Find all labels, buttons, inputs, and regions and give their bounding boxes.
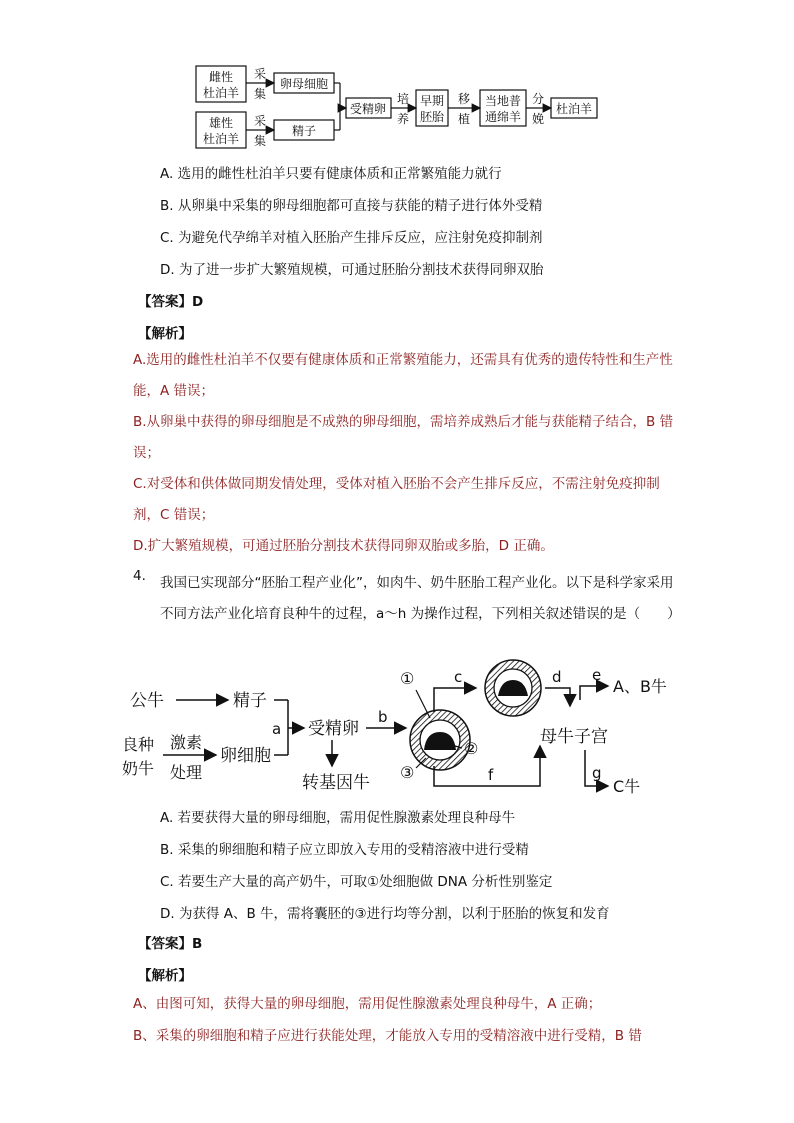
hormone-label-2: 处理: [170, 763, 203, 782]
step-c-label: c: [454, 668, 463, 686]
sperm-label: 精子: [233, 691, 267, 711]
q3-analysis-c: C.对受体和供体做同期发情处理，受体对植入胚胎不会产生排斥反应，不需注射免疫抑制剂，C 错误；: [133, 476, 660, 523]
bull-label: 公牛: [130, 691, 164, 711]
birth-label-2: 娩: [531, 112, 545, 126]
q3-analysis-label: 【解析】: [138, 326, 192, 342]
q4-analysis-a: A、由图可知，获得大量的卵母细胞，需用促性腺激素处理良种母牛，A 正确；: [133, 996, 602, 1012]
step-a-label: a: [272, 720, 282, 738]
q4-answer: [138, 932, 202, 952]
cow-label-1: 良种: [122, 735, 155, 754]
hormone-label-1: 激素: [170, 733, 203, 752]
uterus-label: 母牛子宫: [540, 727, 608, 747]
male-sheep-label-1: 雄性: [208, 116, 234, 130]
q4-option-c: C. 若要生产大量的高产奶牛，可取①处细胞做 DNA 分析性别鉴定: [160, 874, 553, 890]
step-b-label: b: [378, 708, 388, 726]
female-sheep-label-2: 杜泊羊: [202, 86, 240, 100]
collect-label-bottom-2: 集: [253, 134, 267, 148]
male-sheep-label-2: 杜泊羊: [202, 132, 240, 146]
q4-analysis-label: 【解析】: [138, 968, 192, 984]
step-f-label: f: [488, 766, 494, 784]
marker-2: ②: [464, 739, 479, 758]
q3-option-c: C. 为避免代孕绵羊对植入胚胎产生排斥反应，应注射免疫抑制剂: [160, 230, 543, 246]
ab-cattle-label: A、B牛: [613, 677, 667, 696]
sheep-embryo-flow-diagram: [190, 60, 610, 160]
female-sheep-label-1: 雌性: [208, 70, 234, 84]
collect-label-bottom-1: 采: [253, 114, 267, 128]
q3-answer: [138, 290, 203, 310]
q4-analysis-b: B、采集的卵细胞和精子应进行获能处理，才能放入专用的受精溶液中进行受精，B 错: [133, 1028, 642, 1044]
c-cattle-label: C牛: [613, 777, 641, 796]
culture-label-1: 培: [396, 92, 410, 106]
step-g-label: g: [592, 764, 602, 782]
q4-number: 4.: [133, 568, 146, 584]
cattle-embryo-diagram: [120, 658, 676, 798]
q3-analysis-b: B.从卵巢中获得的卵母细胞是不成熟的卵母细胞，需培养成熟后才能与获能精子结合，B 错误；: [133, 414, 674, 461]
q3-option-d: D. 为了进一步扩大繁殖规模，可通过胚胎分割技术获得同卵双胎: [160, 262, 544, 278]
q4-stem: 我国已实现部分“胚胎工程产业化”，如肉牛、奶牛胚胎工程产业化。以下是科学家采用不同方法产业化培育良种牛的过程，a～h 为操作过程，下列相关叙述错误的是（ ）: [160, 575, 681, 622]
marker-1: ①: [400, 669, 415, 688]
q3-option-a: A. 选用的雌性杜泊羊只要有健康体质和正常繁殖能力就行: [160, 166, 502, 182]
transfer-label-1: 移: [457, 92, 471, 106]
q4-answer-value: B: [192, 936, 203, 952]
cow-label-2: 奶牛: [122, 759, 155, 778]
zygote-box: 受精卵: [349, 102, 387, 116]
local-sheep-box-2: 通绵羊: [484, 110, 522, 124]
collect-label-top-2: 集: [253, 87, 267, 101]
collect-label-top-1: 采: [253, 67, 267, 81]
sperm-box: 精子: [291, 124, 317, 138]
q3-analysis-d: D.扩大繁殖规模，可通过胚胎分割技术获得同卵双胎或多胎，D 正确。: [133, 538, 554, 554]
q3-answer-label: 【答案】: [138, 294, 192, 310]
step-d-label: d: [552, 668, 562, 686]
oocyte-box: 卵母细胞: [279, 77, 329, 91]
culture-label-2: 养: [396, 112, 410, 126]
birth-label-1: 分: [531, 92, 545, 106]
early-embryo-box-1: 早期: [419, 94, 445, 108]
transgenic-label: 转基因牛: [302, 773, 370, 793]
marker-3: ③: [400, 763, 415, 782]
oocyte-label: 卵细胞: [220, 746, 271, 766]
q3-analysis: [133, 345, 678, 562]
q4-option-a: A. 若要获得大量的卵母细胞，需用促性腺激素处理良种母牛: [160, 810, 516, 826]
result-box: 杜泊羊: [555, 102, 593, 116]
early-embryo-box-2: 胚胎: [419, 110, 445, 124]
zygote-label: 受精卵: [308, 719, 359, 739]
q4-option-d: D. 为获得 A、B 牛，需将囊胚的③进行均等分割，以利于胚胎的恢复和发育: [160, 906, 610, 922]
local-sheep-box-1: 当地普: [484, 94, 522, 108]
step-e-label: e: [592, 666, 602, 684]
q4-analysis: [133, 988, 678, 1052]
q3-option-b: B. 从卵巢中采集的卵母细胞都可直接与获能的精子进行体外受精: [160, 198, 543, 214]
blastocyst-embryo: [410, 710, 470, 770]
q3-analysis-a: A.选用的雌性杜泊羊不仅要有健康体质和正常繁殖能力，还需具有优秀的遗传特性和生产性能，A 错误；: [133, 352, 673, 399]
q4-option-b: B. 采集的卵细胞和精子应立即放入专用的受精溶液中进行受精: [160, 842, 529, 858]
q4-answer-label: 【答案】: [138, 936, 192, 952]
split-embryo: [485, 660, 541, 716]
q3-answer-value: D: [192, 294, 204, 310]
transfer-label-2: 植: [457, 112, 471, 126]
